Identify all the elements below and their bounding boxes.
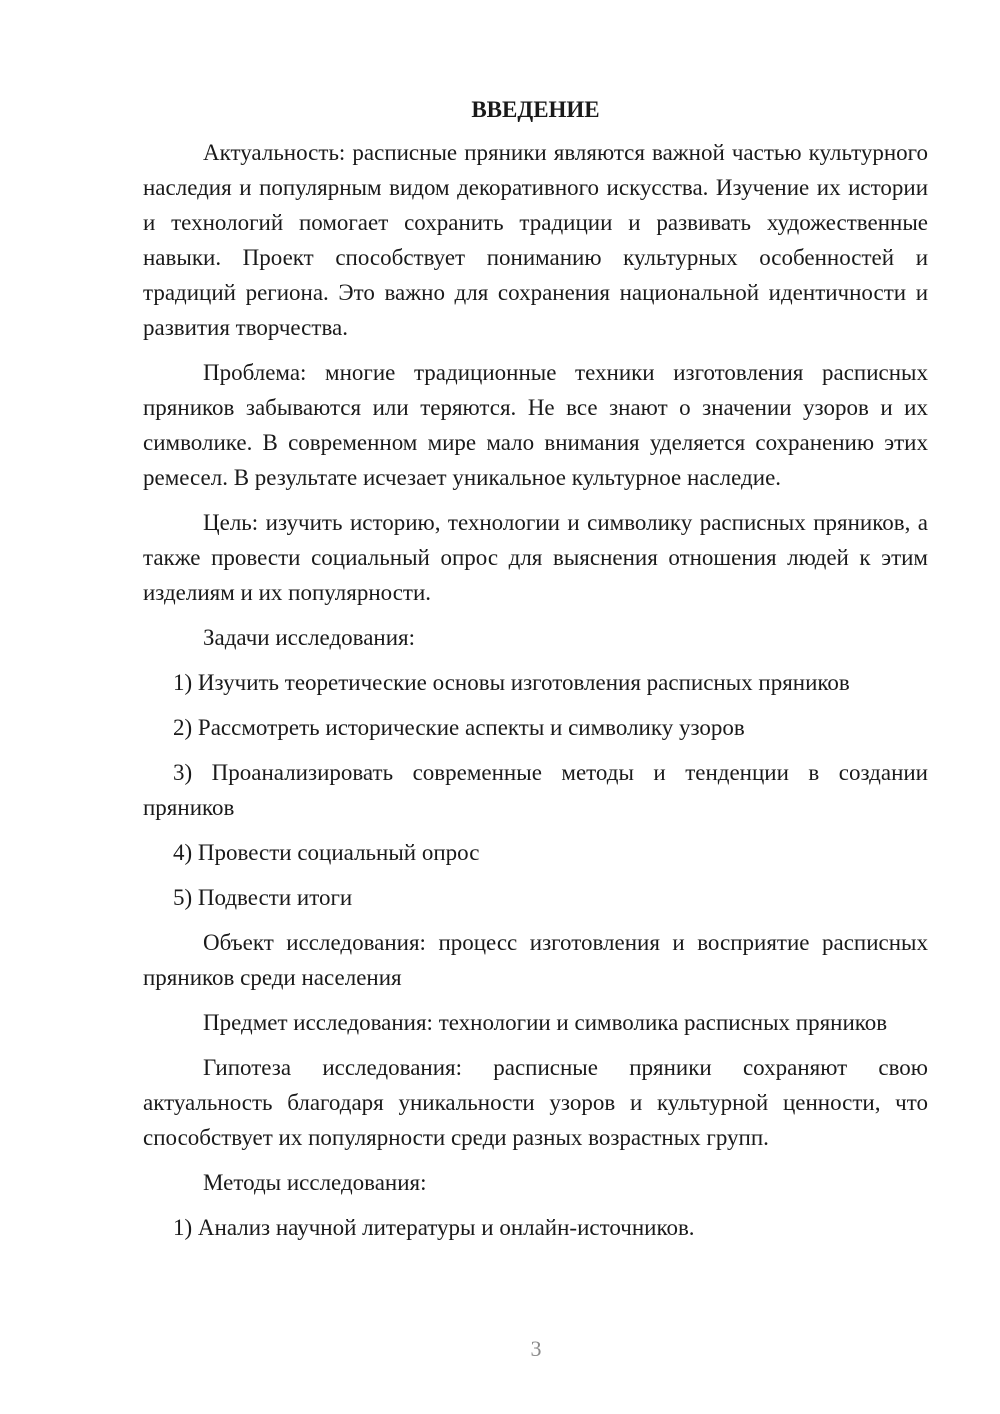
task-item: 5) Подвести итоги bbox=[173, 885, 353, 910]
hypothesis-paragraph: Гипотеза исследования: расписные пряники сохраняют свою актуальность благодаря уникальности узоров и культурной ценности, что способствует их популярности среди разных возрастных групп. bbox=[143, 1055, 928, 1150]
task-item: 2) Рассмотреть исторические аспекты и символику узоров bbox=[173, 715, 745, 740]
methods-heading: Методы исследования: bbox=[203, 1170, 427, 1195]
object-paragraph: Объект исследования: процесс изготовления и восприятие расписных пряников среди населения bbox=[143, 930, 928, 990]
relevance-paragraph: Актуальность: расписные пряники являются важной частью культурного наследия и популярным видом декоративного искусства. Изучение их истории и технологий помогает сохранить традиции и развивать художественные навыки. Проект способствует пониманию культурных особенностей и традиций региона. Это важно для сохранения национальной идентичности и развития творчества. bbox=[143, 140, 928, 340]
tasks-heading: Задачи исследования: bbox=[203, 625, 416, 650]
task-item: 4) Провести социальный опрос bbox=[173, 840, 480, 865]
document-body bbox=[143, 92, 928, 1255]
subject-paragraph: Предмет исследования: технологии и символика расписных пряников bbox=[203, 1010, 888, 1035]
page-title: ВВЕДЕНИЕ bbox=[471, 97, 600, 122]
page-number: 3 bbox=[530, 1336, 542, 1361]
method-item: 1) Анализ научной литературы и онлайн-источников. bbox=[173, 1215, 695, 1240]
problem-paragraph: Проблема: многие традиционные техники изготовления расписных пряников забываются или теряются. Не все знают о значении узоров и их символике. В современном мире мало внимания уделяется сохранению этих ремесел. В результате исчезает уникальное культурное наследие. bbox=[143, 360, 928, 490]
task-item: 1) Изучить теоретические основы изготовления расписных пряников bbox=[173, 670, 850, 695]
task-item: 3) Проанализировать современные методы и тенденции в создании пряников bbox=[143, 760, 928, 820]
goal-paragraph: Цель: изучить историю, технологии и символику расписных пряников, а также провести социальный опрос для выяснения отношения людей к этим изделиям и их популярности. bbox=[143, 510, 928, 605]
